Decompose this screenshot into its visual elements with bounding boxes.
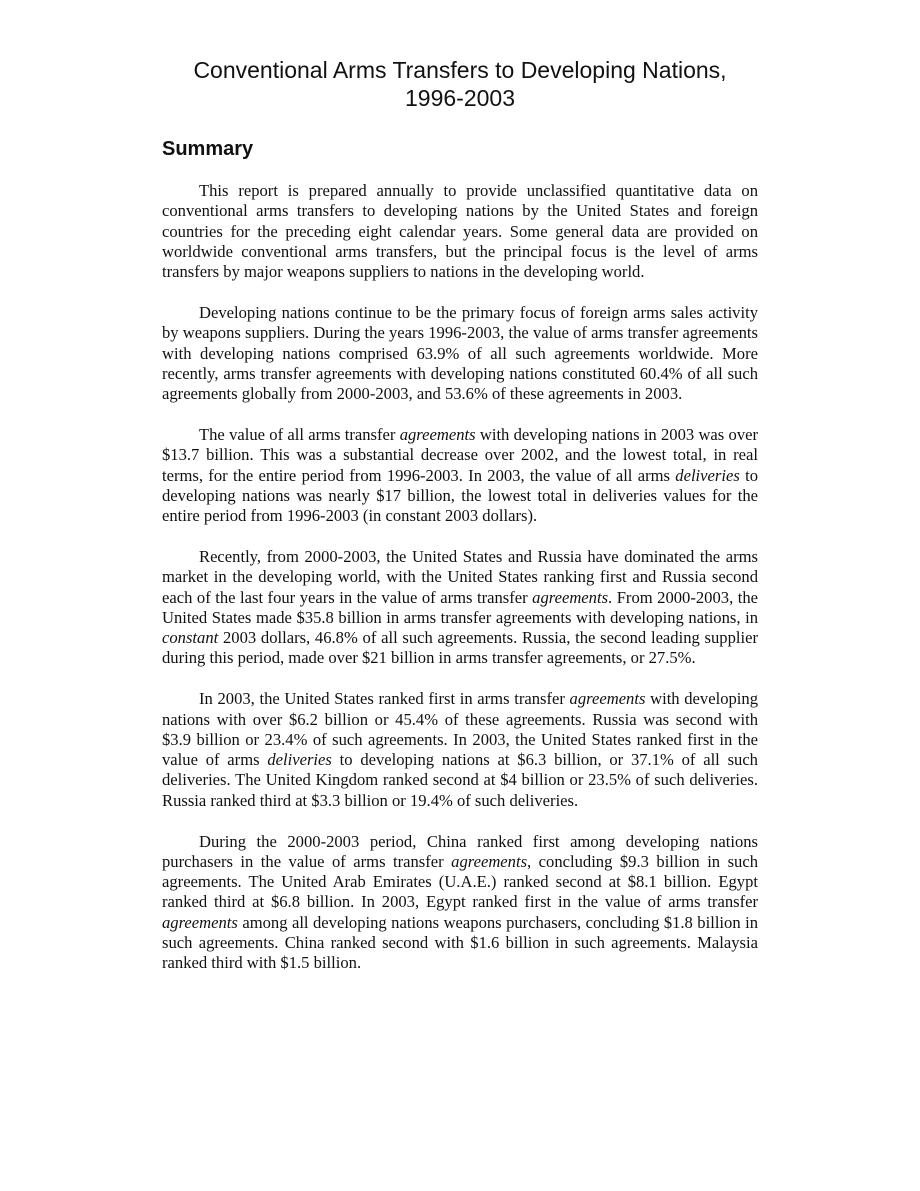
paragraph-5-italic-deliveries: deliveries <box>267 750 332 770</box>
document-page <box>162 0 758 974</box>
paragraph-3-text-b: with developing nations in 2003 was over $13.7 billion. This was a substantial decrease over 2002, and the lowest total, in real terms, for the entire period from 1996-2003. In 2003, the value of all arms <box>162 424 759 485</box>
paragraph-6-text-b: , concluding $9.3 billion in such agreements. The United Arab Emirates (U.A.E.) ranked second at $8.1 billion. Egypt ranked third at $6.8 billion. In 2003, Egypt ranked first in the value of arms transfer <box>162 851 758 912</box>
paragraph-3-italic-deliveries: deliveries <box>675 465 740 485</box>
paragraph-3-italic-agreements: agreements <box>399 424 476 444</box>
summary-body <box>162 181 758 974</box>
paragraph-6 <box>162 832 758 974</box>
paragraph-5 <box>162 689 758 811</box>
paragraph-5-text-a: In 2003, the United States ranked first in arms transfer <box>199 689 570 709</box>
paragraph-1: This report is prepared annually to provide unclassified quantitative data on conventional arms transfers to developing nations by the United States and foreign countries for the preceding eight calendar years. Some general data are provided on worldwide conventional arms transfers, but the principal focus is the level of arms transfers by major weapons suppliers to nations in the developing world. <box>162 181 758 282</box>
paragraph-3 <box>162 425 758 526</box>
page-title <box>162 56 758 112</box>
summary-heading: Summary <box>162 138 254 160</box>
paragraph-4-text-b: . From 2000-2003, the United States made $35.8 billion in arms transfer agreements with developing nations, in <box>162 587 758 627</box>
paragraph-6-italic-agreements-1: agreements <box>451 851 528 871</box>
paragraph-4 <box>162 547 758 669</box>
paragraph-4-italic-constant: constant <box>162 628 219 648</box>
paragraph-6-text-c: among all developing nations weapons purchasers, concluding $1.8 billion in such agreements. China ranked second with $1.6 billion in such agreements. Malaysia ranked third with $1.5 billion. <box>162 912 758 973</box>
paragraph-5-text-b: with developing nations with over $6.2 billion or 45.4% of these agreements. Russia was second with $3.9 billion or 23.4% of such agreements. In 2003, the United States ranked first in the value of arms <box>162 689 758 770</box>
paragraph-3-text-c: to developing nations was nearly $17 billion, the lowest total in deliveries values for the entire period from 1996-2003 (in constant 2003 dollars). <box>162 465 758 526</box>
page-title-line-1: Conventional Arms Transfers to Developing Nations, <box>193 57 727 83</box>
paragraph-6-italic-agreements-2: agreements <box>162 912 238 932</box>
paragraph-5-italic-agreements: agreements <box>569 689 646 709</box>
paragraph-4-text-a: Recently, from 2000-2003, the United States and Russia have dominated the arms market in the developing world, with the United States ranking first and Russia second each of the last four years in the value of arms transfer <box>162 546 758 607</box>
paragraph-2: Developing nations continue to be the primary focus of foreign arms sales activity by weapons suppliers. During the years 1996-2003, the value of arms transfer agreements with developing nations comprised 63.9% of all such agreements worldwide. More recently, arms transfer agreements with developing nations constituted 60.4% of all such agreements globally from 2000-2003, and 53.6% of these agreements in 2003. <box>162 302 758 404</box>
paragraph-4-italic-agreements: agreements <box>532 587 609 607</box>
paragraph-3-text-a: The value of all arms transfer <box>199 424 400 444</box>
paragraph-6-text-a: During the 2000-2003 period, China ranked first among developing nations purchasers in the value of arms transfer <box>162 831 758 871</box>
page-title-line-2: 1996-2003 <box>405 85 515 111</box>
paragraph-5-text-c: to developing nations at $6.3 billion, or 37.1% of all such deliveries. The United Kingdom ranked second at $4 billion or 23.5% of such deliveries. Russia ranked third at $3.3 billion or 19.4% of such deliveries. <box>162 750 758 810</box>
paragraph-4-text-c: 2003 dollars, 46.8% of all such agreements. Russia, the second leading supplier during this period, made over $21 billion in arms transfer agreements, or 27.5%. <box>162 628 758 668</box>
